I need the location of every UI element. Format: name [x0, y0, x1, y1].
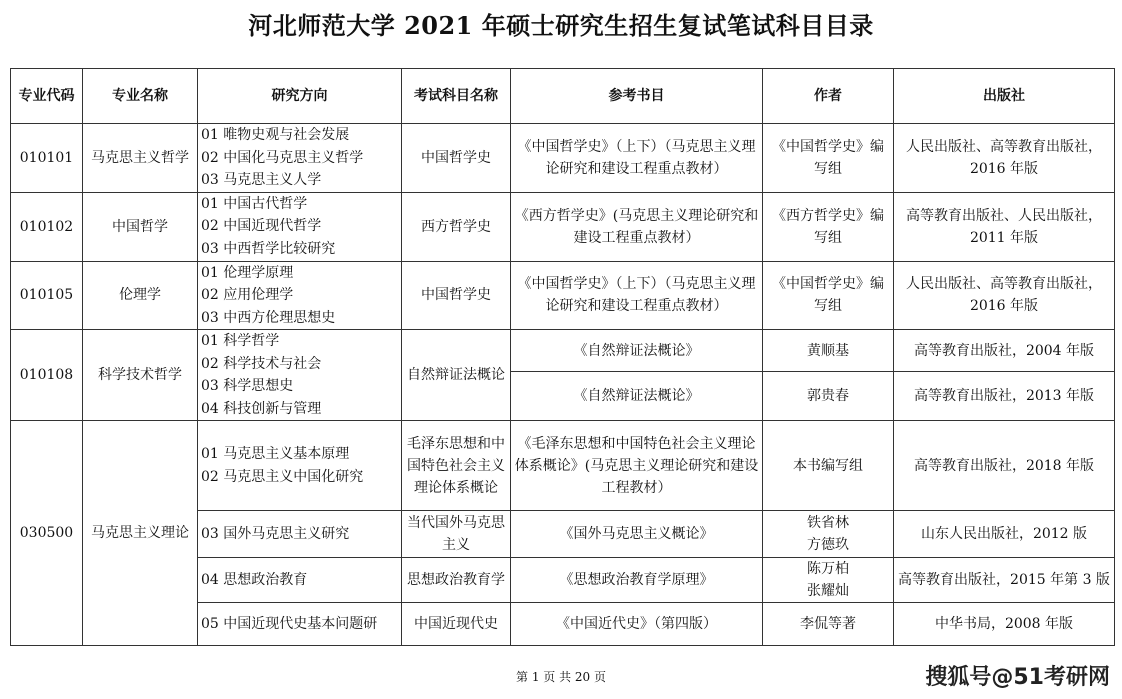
publisher: 人民出版社、高等教育出版社，2016 年版: [894, 124, 1115, 193]
reference-book: 《中国哲学史》（上下）（马克思主义理论研究和建设工程重点教材）: [511, 261, 763, 330]
publisher: 高等教育出版社，2018 年版: [894, 421, 1115, 511]
research-directions: [198, 261, 402, 330]
major-name: 中国哲学: [83, 192, 198, 261]
reference-book: 《中国近代史》（第四版）: [511, 603, 763, 646]
table-row: [11, 261, 1115, 330]
table-header-row: [11, 69, 1115, 124]
author: 郭贵春: [763, 372, 894, 421]
reference-book: 《自然辩证法概论》: [511, 372, 763, 421]
direction-item: 04 思想政治教育: [201, 571, 308, 588]
exam-subject: 西方哲学史: [402, 192, 511, 261]
direction-item: 03 科学思想史: [201, 378, 294, 394]
direction-item: 01 科学哲学: [201, 333, 280, 349]
table-row: [11, 330, 1115, 372]
watermark: 搜狐号@51考研网: [925, 665, 1110, 690]
author: [763, 558, 894, 603]
author-name: 方德玖: [807, 537, 849, 553]
publisher: 中华书局，2008 年版: [894, 603, 1115, 646]
research-directions: [198, 421, 402, 511]
table-row: [11, 124, 1115, 193]
research-directions: [198, 511, 402, 558]
major-name: 科学技术哲学: [83, 330, 198, 421]
research-directions: [198, 330, 402, 421]
major-name: 马克思主义理论: [83, 421, 198, 646]
publisher: 山东人民出版社，2012 版: [894, 511, 1115, 558]
direction-item: 02 马克思主义中国化研究: [201, 468, 364, 485]
exam-subject: 毛泽东思想和中国特色社会主义理论体系概论: [402, 421, 511, 511]
publisher: 人民出版社、高等教育出版社，2016 年版: [894, 261, 1115, 330]
author: 本书编写组: [763, 421, 894, 511]
header-author: 作者: [763, 69, 894, 124]
reference-book: 《毛泽东思想和中国特色社会主义理论体系概论》(马克思主义理论研究和建设工程教材）: [511, 421, 763, 511]
reference-book: 《自然辩证法概论》: [511, 330, 763, 372]
direction-item: 03 中西方伦理思想史: [201, 309, 336, 326]
direction-item: 02 中国化马克思主义哲学: [201, 149, 364, 166]
author-name: 陈万柏: [807, 561, 849, 577]
exam-subject: 中国哲学史: [402, 124, 511, 193]
publisher: 高等教育出版社，2015 年第 3 版: [894, 558, 1115, 603]
page-number: 第 1 页 共 20 页: [516, 670, 606, 684]
major-name: 马克思主义哲学: [83, 124, 198, 193]
author: 《中国哲学史》编写组: [763, 261, 894, 330]
research-directions: [198, 124, 402, 193]
reference-book: 《思想政治教育学原理》: [511, 558, 763, 603]
header-subject: 考试科目名称: [402, 69, 511, 124]
direction-item: 02 中国近现代哲学: [201, 218, 322, 235]
major-name: 伦理学: [83, 261, 198, 330]
research-directions: [198, 603, 402, 646]
direction-item: 02 应用伦理学: [201, 287, 294, 303]
header-code: 专业代码: [11, 69, 83, 124]
direction-item: 01 唯物史观与社会发展: [201, 127, 350, 143]
direction-item: 05 中国近现代史基本问题研: [201, 615, 378, 632]
direction-item: 03 国外马克思主义研究: [201, 525, 350, 542]
major-code: 010105: [11, 261, 83, 330]
header-book: 参考书目: [511, 69, 763, 124]
exam-subjects-table: [10, 68, 1115, 646]
author: 黄顺基: [763, 330, 894, 372]
table-row: [11, 421, 1115, 511]
exam-subject: 中国哲学史: [402, 261, 511, 330]
major-code: 030500: [11, 421, 83, 646]
reference-book: 《中国哲学史》（上下）（马克思主义理论研究和建设工程重点教材）: [511, 124, 763, 193]
direction-item: 03 中西哲学比较研究: [201, 240, 336, 257]
header-publisher: 出版社: [894, 69, 1115, 124]
header-name: 专业名称: [83, 69, 198, 124]
author: 《中国哲学史》编写组: [763, 124, 894, 193]
direction-item: 01 马克思主义基本原理: [201, 446, 350, 462]
research-directions: [198, 192, 402, 261]
major-code: 010101: [11, 124, 83, 193]
exam-subject: 自然辩证法概论: [402, 330, 511, 421]
reference-book: 《西方哲学史》(马克思主义理论研究和建设工程重点教材）: [511, 192, 763, 261]
direction-item: 01 伦理学原理: [201, 264, 294, 281]
direction-item: 04 科技创新与管理: [201, 400, 322, 417]
author: 《西方哲学史》编写组: [763, 192, 894, 261]
author: [763, 511, 894, 558]
major-code: 010102: [11, 192, 83, 261]
publisher: 高等教育出版社，2004 年版: [894, 330, 1115, 372]
major-code: 010108: [11, 330, 83, 421]
author-name: 铁省林: [807, 515, 849, 531]
direction-item: 01 中国古代哲学: [201, 195, 308, 212]
publisher: 高等教育出版社，2013 年版: [894, 372, 1115, 421]
exam-subject: 思想政治教育学: [402, 558, 511, 603]
table-row: [11, 192, 1115, 261]
exam-subject: 当代国外马克思主义: [402, 511, 511, 558]
author-name: 张耀灿: [807, 583, 849, 599]
reference-book: 《国外马克思主义概论》: [511, 511, 763, 558]
exam-subject: 中国近现代史: [402, 603, 511, 646]
direction-item: 02 科学技术与社会: [201, 355, 322, 372]
publisher: 高等教育出版社、人民出版社，2011 年版: [894, 192, 1115, 261]
research-directions: [198, 558, 402, 603]
author: 李侃等著: [763, 603, 894, 646]
header-direction: 研究方向: [198, 69, 402, 124]
direction-item: 03 马克思主义人学: [201, 172, 322, 188]
page-title: 河北师范大学 2021 年硕士研究生招生复试笔试科目目录: [248, 11, 874, 40]
